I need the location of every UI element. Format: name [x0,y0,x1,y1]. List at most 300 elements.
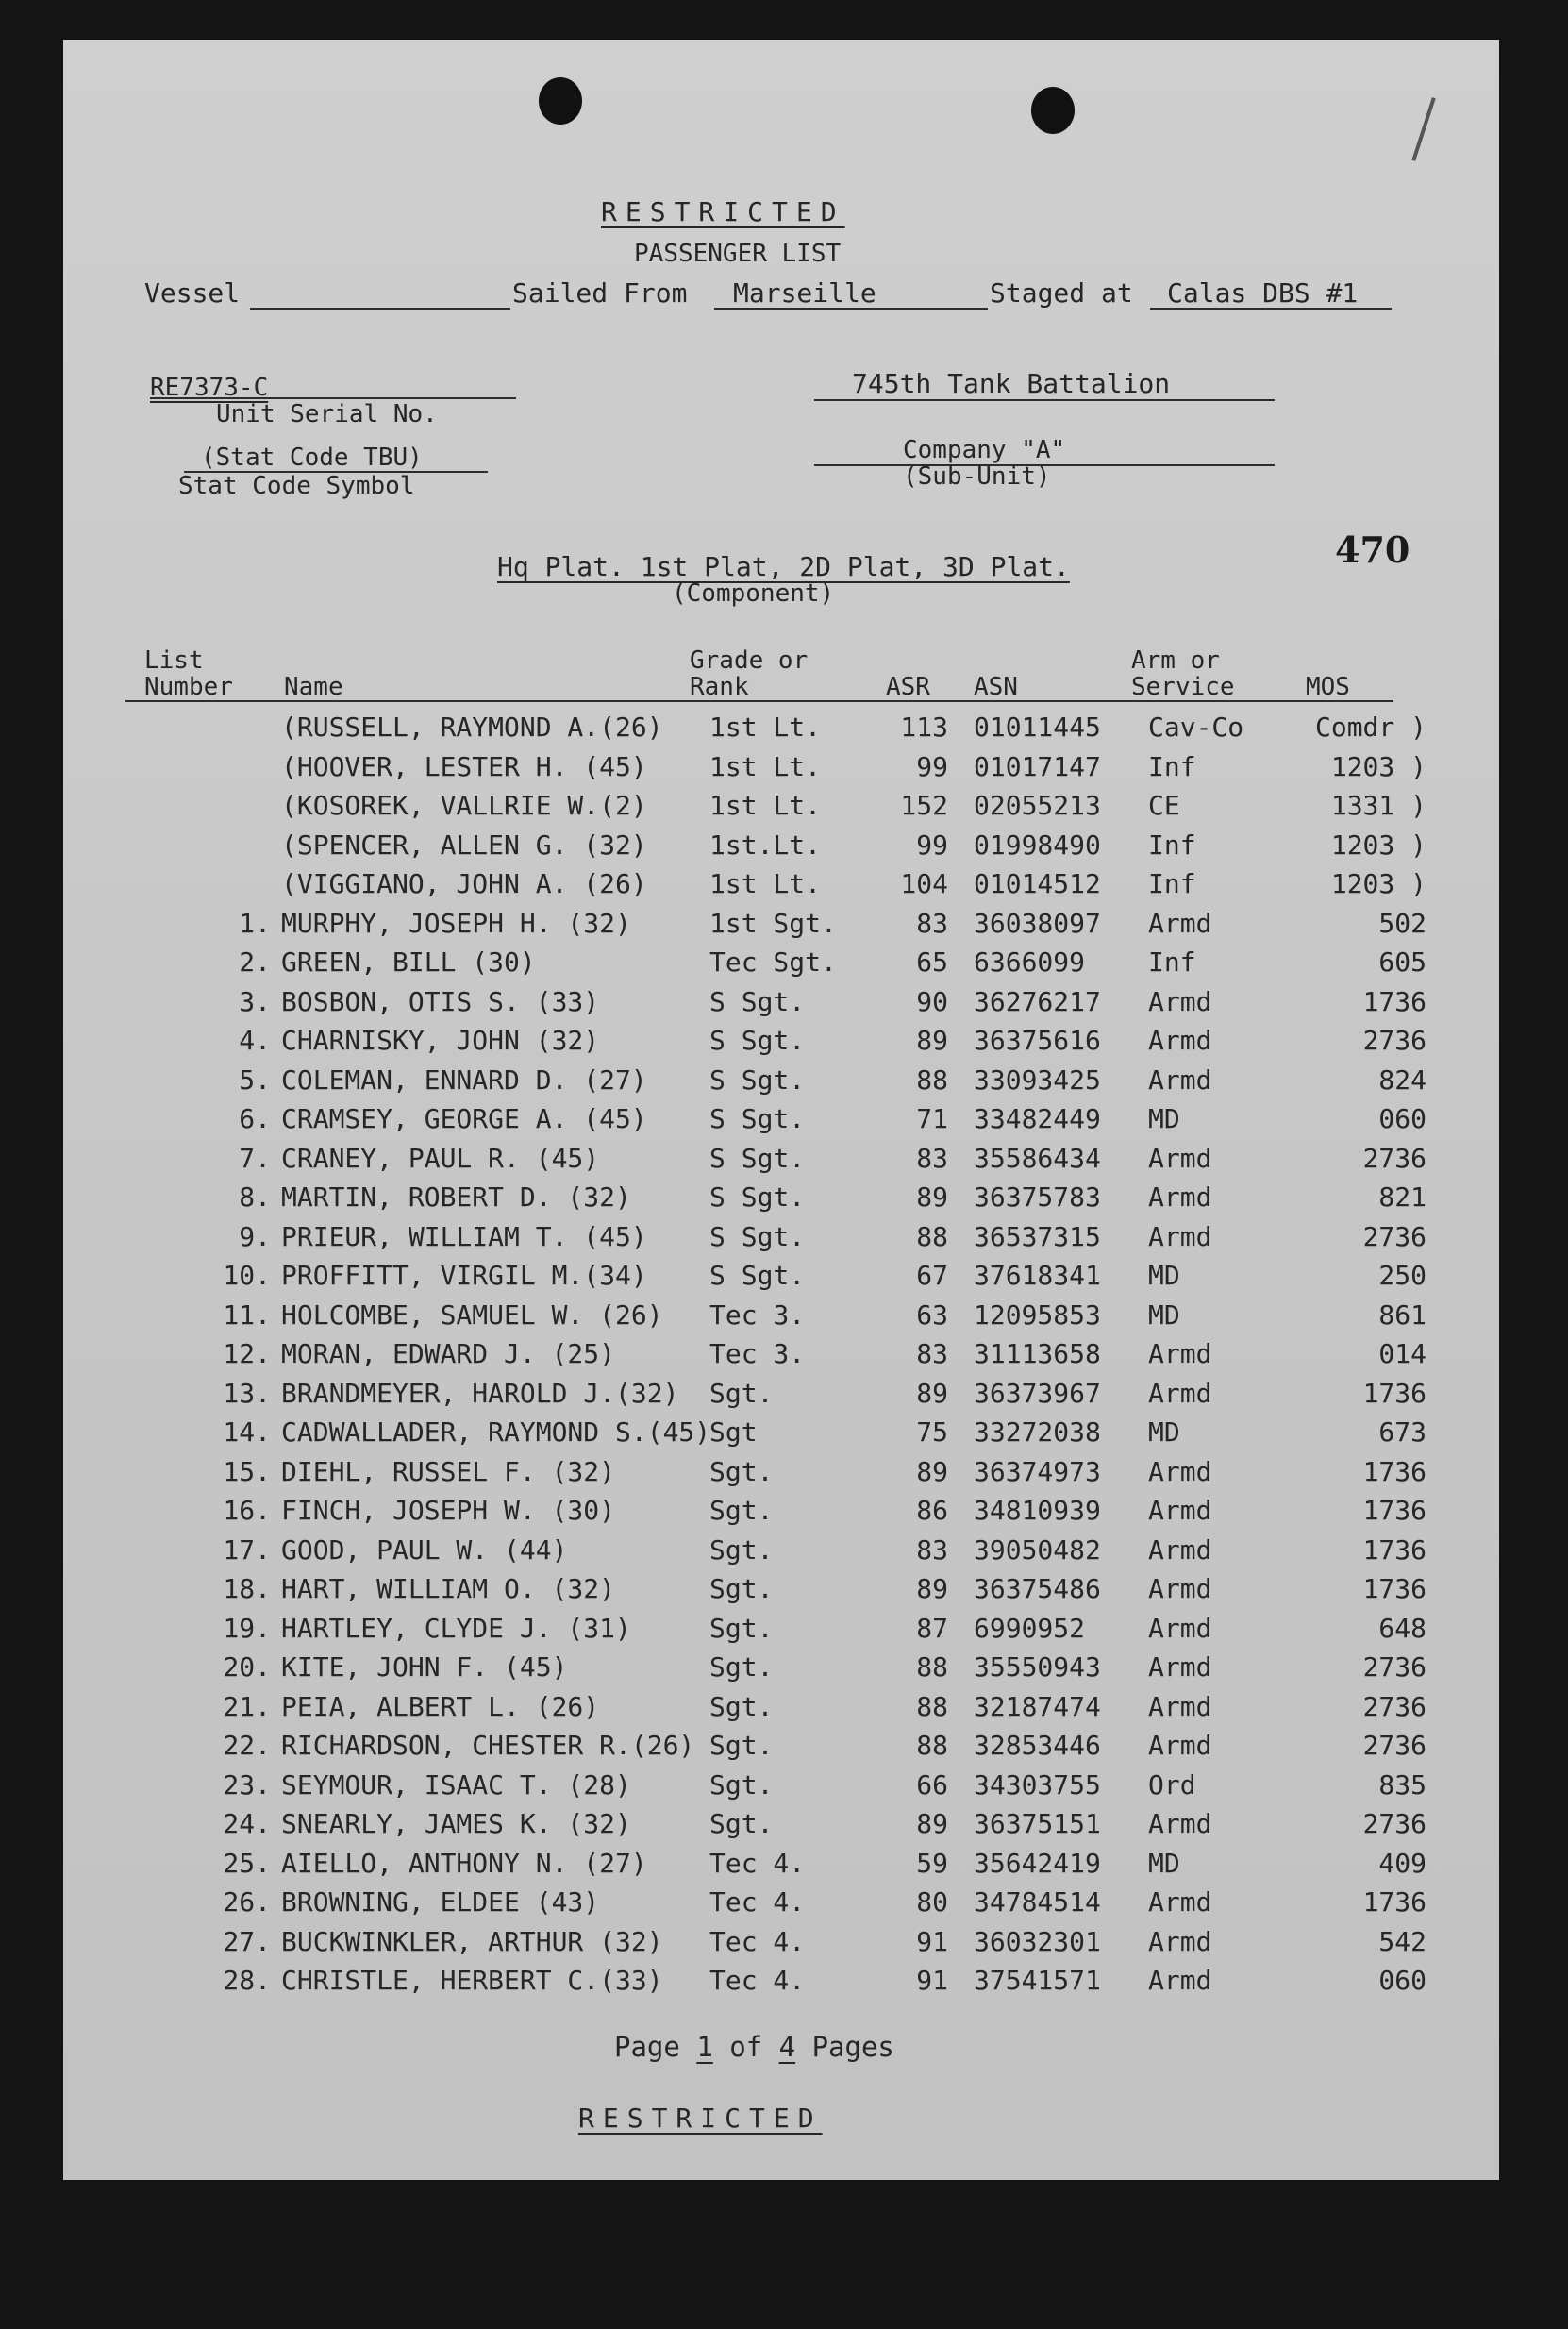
col-header-grade: Grade or Rank [690,646,809,701]
unit-serial-value: RE7373-C [150,374,269,402]
cell-number: 6. [239,1103,271,1134]
cell-name: (RUSSELL, RAYMOND A.(26) [281,712,663,743]
cell-mos: 1736 [1362,985,1426,1017]
table-row [63,986,1499,1025]
cell-name: (SPENCER, ALLEN G. (32) [281,829,647,861]
cell-asr: 99 [916,829,948,861]
cell-name: CHRISTLE, HERBERT C.(33) [281,1965,663,1996]
cell-asn: 35586434 [974,1142,1101,1174]
cell-arm: Armd [1148,1651,1212,1683]
cell-number: 3. [239,985,271,1017]
cell-asr: 83 [916,1338,948,1369]
cell-arm: Armd [1148,1377,1212,1409]
table-row [63,1730,1499,1768]
cell-arm: Armd [1148,1690,1212,1722]
cell-asn: 31113658 [974,1338,1101,1369]
cell-mos: 2736 [1362,1730,1426,1761]
sub-unit-label: (Sub-Unit) [903,462,1051,491]
cell-asn: 34810939 [974,1495,1101,1526]
cell-number: 15. [223,1455,271,1487]
list-title: PASSENGER LIST [634,240,842,268]
cell-number: 8. [239,1181,271,1213]
cell-name: BUCKWINKLER, ARTHUR (32) [281,1925,663,1957]
cell-grade: S Sgt. [709,1220,806,1252]
cell-number: 25. [223,1847,271,1879]
cell-arm: Armd [1148,1064,1212,1096]
cell-asr: 86 [916,1495,948,1526]
cell-mos: 409 [1378,1847,1426,1879]
table-row [63,1456,1499,1495]
cell-asn: 33272038 [974,1416,1101,1448]
cell-mos: 824 [1378,1064,1426,1096]
table-row [63,1299,1499,1338]
cell-asr: 88 [916,1064,948,1096]
cell-asn: 36375616 [974,1025,1101,1056]
cell-arm: Armd [1148,1886,1212,1918]
sailed-from-line [714,308,988,310]
cell-arm: MD [1148,1416,1180,1448]
cell-arm: Inf [1148,947,1196,978]
cell-number: 16. [223,1495,271,1526]
cell-number: 17. [223,1533,271,1566]
table-row [63,1886,1499,1925]
cell-mos: 1736 [1362,1573,1426,1604]
component-value: Hq Plat. 1st Plat, 2D Plat, 3D Plat. [497,551,1070,582]
cell-name: CRAMSEY, GEORGE A. (45) [281,1103,647,1134]
unit-serial-line [150,397,516,399]
cell-number: 21. [223,1690,271,1722]
table-row [63,1143,1499,1181]
staged-at-line [1150,308,1392,310]
cell-asn: 36374973 [974,1455,1101,1487]
cell-name: PROFFITT, VIRGIL M.(34) [281,1260,647,1291]
sailed-from-label: Sailed From [512,277,688,309]
cell-name: BOSBON, OTIS S. (33) [281,985,600,1017]
punch-hole-left [539,77,582,125]
sailed-from-value: Marseille [733,277,876,309]
cell-name: MARTIN, ROBERT D. (32) [281,1181,631,1213]
cell-grade: Tec 4. [709,1965,806,1996]
table-row [63,712,1499,750]
cell-name: GOOD, PAUL W. (44) [281,1533,568,1566]
cell-number: 11. [223,1299,271,1331]
cell-name: HART, WILLIAM O. (32) [281,1573,616,1604]
cell-asr: 99 [916,750,948,782]
cell-mos: 060 [1378,1965,1426,1996]
table-row [63,1769,1499,1808]
cell-arm: Inf [1148,829,1196,861]
of-label: of [729,2031,763,2063]
table-row [63,908,1499,947]
vessel-line [250,308,510,310]
cell-asn: 36032301 [974,1925,1101,1957]
page-indicator [614,2031,894,2063]
cell-mos: 2736 [1362,1142,1426,1174]
cell-mos: 1203 ) [1330,868,1426,899]
page-total: 4 [778,2031,796,2063]
cell-arm: Armd [1148,1142,1212,1174]
cell-asr: 71 [916,1103,948,1134]
cell-name: FINCH, JOSEPH W. (30) [281,1495,616,1526]
col-header-asn: ASN [974,673,1018,701]
classification-bottom: RESTRICTED [578,2103,823,2134]
cell-asn: 36375151 [974,1808,1101,1839]
cell-asn: 37618341 [974,1260,1101,1291]
cell-arm: Inf [1148,750,1196,782]
table-row [63,1691,1499,1730]
cell-arm: Inf [1148,868,1196,899]
cell-asr: 83 [916,907,948,939]
cell-arm: Armd [1148,1808,1212,1839]
vessel-label: Vessel [144,277,241,309]
cell-mos: 1203 ) [1330,829,1426,861]
cell-arm: Armd [1148,1455,1212,1487]
cell-name: (KOSOREK, VALLRIE W.(2) [281,790,647,821]
cell-mos: 1736 [1362,1377,1426,1409]
table-row [63,1103,1499,1142]
cell-asn: 34784514 [974,1886,1101,1918]
cell-grade: 1st.Lt. [709,829,822,861]
cell-asn: 33482449 [974,1103,1101,1134]
cell-grade: S Sgt. [709,1142,806,1174]
table-row [63,751,1499,790]
unit-serial-label: Unit Serial No. [216,400,438,428]
table-row [63,1416,1499,1455]
cell-name: SEYMOUR, ISAAC T. (28) [281,1768,631,1801]
cell-grade: S Sgt. [709,1103,806,1134]
cell-arm: Armd [1148,1181,1212,1213]
page-label: Page [614,2031,680,2063]
sub-unit-value: Company "A" [903,436,1066,464]
cell-asn: 34303755 [974,1768,1101,1801]
cell-grade: S Sgt. [709,1181,806,1213]
cell-asr: 90 [916,985,948,1017]
table-row [63,1808,1499,1847]
cell-grade: Sgt. [709,1533,774,1566]
cell-number: 9. [239,1220,271,1252]
table-row [63,1651,1499,1690]
cell-asn: 36276217 [974,985,1101,1017]
cell-number: 27. [223,1925,271,1957]
cell-arm: Cav-Co [1148,712,1244,743]
cell-asn: 36375486 [974,1573,1101,1604]
cell-number: 26. [223,1886,271,1918]
stat-code-value: (Stat Code TBU) [201,444,423,472]
cell-asn: 01017147 [974,750,1101,782]
cell-arm: Armd [1148,1025,1212,1056]
cell-asn: 35642419 [974,1847,1101,1879]
cell-arm: Ord [1148,1768,1196,1801]
cell-arm: MD [1148,1260,1180,1291]
cell-asr: 65 [916,947,948,978]
cell-asr: 88 [916,1220,948,1252]
table-row [63,1338,1499,1377]
cell-mos: 2736 [1362,1690,1426,1722]
cell-number: 1. [239,907,271,939]
cell-mos: Comdr ) [1314,712,1426,743]
cell-asn: 39050482 [974,1533,1101,1566]
cell-grade: Tec Sgt. [709,947,837,978]
table-row [63,1613,1499,1651]
cell-number: 24. [223,1808,271,1839]
cell-number: 28. [223,1965,271,1996]
cell-grade: 1st Lt. [709,750,822,782]
cell-name: DIEHL, RUSSEL F. (32) [281,1455,616,1487]
cell-name: MORAN, EDWARD J. (25) [281,1338,616,1369]
cell-asr: 83 [916,1142,948,1174]
table-row [63,1534,1499,1573]
cell-asr: 89 [916,1808,948,1839]
cell-asn: 32187474 [974,1690,1101,1722]
cell-grade: Sgt. [709,1377,774,1409]
cell-asr: 89 [916,1025,948,1056]
cell-arm: Armd [1148,1612,1212,1644]
cell-asn: 6366099 [974,947,1086,978]
table-row [63,947,1499,985]
cell-asn: 01998490 [974,829,1101,861]
cell-arm: Armd [1148,1495,1212,1526]
cell-name: GREEN, BILL (30) [281,947,536,978]
cell-mos: 542 [1378,1925,1426,1957]
cell-arm: Armd [1148,1220,1212,1252]
cell-grade: Tec 4. [709,1847,806,1879]
cell-asr: 75 [916,1416,948,1448]
stat-code-label: Stat Code Symbol [178,472,415,500]
cell-asn: 35550943 [974,1651,1101,1683]
cell-asr: 88 [916,1651,948,1683]
cell-asn: 02055213 [974,790,1101,821]
cell-asr: 89 [916,1377,948,1409]
cell-arm: MD [1148,1103,1180,1134]
table-row [63,1926,1499,1965]
cell-name: CADWALLADER, RAYMOND S.(45) [281,1416,711,1448]
cell-number: 14. [223,1416,271,1448]
cell-mos: 2736 [1362,1808,1426,1839]
cell-mos: 1736 [1362,1533,1426,1566]
cell-grade: Sgt [709,1416,758,1448]
cell-name: MURPHY, JOSEPH H. (32) [281,907,631,939]
unit-name-line [814,399,1275,401]
cell-asn: 32853446 [974,1730,1101,1761]
cell-mos: 1736 [1362,1495,1426,1526]
cell-mos: 673 [1378,1416,1426,1448]
cell-grade: 1st Sgt. [709,907,837,939]
cell-arm: Armd [1148,907,1212,939]
cell-mos: 2736 [1362,1220,1426,1252]
cell-asr: 67 [916,1260,948,1291]
cell-mos: 821 [1378,1181,1426,1213]
cell-number: 12. [223,1338,271,1369]
cell-arm: Armd [1148,1573,1212,1604]
cell-asr: 89 [916,1455,948,1487]
cell-number: 7. [239,1142,271,1174]
col-header-arm: Arm or Service [1131,646,1235,701]
cell-mos: 1736 [1362,1455,1426,1487]
col-header-list-number: List Number [144,646,233,701]
cell-grade: Sgt. [709,1808,774,1839]
cell-name: BROWNING, ELDEE (43) [281,1886,600,1918]
cell-number: 18. [223,1573,271,1604]
document-page [63,40,1499,2180]
cell-asr: 89 [916,1181,948,1213]
cell-grade: 1st Lt. [709,790,822,821]
cell-grade: 1st Lt. [709,712,822,743]
cell-asn: 33093425 [974,1064,1101,1096]
cell-name: PRIEUR, WILLIAM T. (45) [281,1220,647,1252]
pages-label: Pages [811,2031,894,2063]
cell-arm: Armd [1148,1730,1212,1761]
cell-name: CRANEY, PAUL R. (45) [281,1142,600,1174]
cell-grade: Sgt. [709,1495,774,1526]
cell-asr: 104 [900,868,948,899]
cell-name: AIELLO, ANTHONY N. (27) [281,1847,647,1879]
cell-name: PEIA, ALBERT L. (26) [281,1690,600,1722]
cell-grade: 1st Lt. [709,868,822,899]
table-row [63,1495,1499,1533]
cell-number: 5. [239,1064,271,1096]
cell-grade: Sgt. [709,1730,774,1761]
table-row [63,1848,1499,1886]
cell-asr: 83 [916,1533,948,1566]
cell-asr: 63 [916,1299,948,1331]
staged-at-label: Staged at [990,277,1133,309]
cell-mos: 250 [1378,1260,1426,1291]
cell-grade: S Sgt. [709,985,806,1017]
cell-mos: 2736 [1362,1025,1426,1056]
cell-asn: 01014512 [974,868,1101,899]
cell-name: KITE, JOHN F. (45) [281,1651,568,1683]
cell-name: RICHARDSON, CHESTER R.(26) [281,1730,695,1761]
cell-arm: Armd [1148,985,1212,1017]
header-rule [125,700,1393,702]
stamp-number: 470 [1335,528,1410,571]
cell-asn: 01011445 [974,712,1101,743]
cell-asr: 59 [916,1847,948,1879]
cell-name: HOLCOMBE, SAMUEL W. (26) [281,1299,663,1331]
table-row [63,1221,1499,1260]
cell-asr: 91 [916,1925,948,1957]
cell-grade: Tec 3. [709,1299,806,1331]
cell-asn: 37541571 [974,1965,1101,1996]
cell-grade: Tec 4. [709,1886,806,1918]
cell-asr: 91 [916,1965,948,1996]
cell-mos: 2736 [1362,1651,1426,1683]
cell-asn: 12095853 [974,1299,1101,1331]
cell-number: 22. [223,1730,271,1761]
cell-asn: 36038097 [974,907,1101,939]
table-row [63,1025,1499,1064]
cell-grade: Tec 4. [709,1925,806,1957]
cell-mos: 1203 ) [1330,750,1426,782]
corner-pencil-mark [1411,97,1435,161]
staged-at-value: Calas DBS #1 [1167,277,1359,309]
cell-number: 19. [223,1612,271,1644]
cell-arm: Armd [1148,1925,1212,1957]
cell-mos: 014 [1378,1338,1426,1369]
col-header-name: Name [284,673,343,701]
cell-mos: 502 [1378,907,1426,939]
cell-asr: 88 [916,1690,948,1722]
cell-grade: Sgt. [709,1768,774,1801]
cell-mos: 835 [1378,1768,1426,1801]
cell-grade: Sgt. [709,1573,774,1604]
cell-arm: Armd [1148,1965,1212,1996]
punch-hole-right [1031,87,1075,134]
table-row [63,1573,1499,1612]
table-row [63,1965,1499,2003]
cell-asr: 80 [916,1886,948,1918]
table-row [63,1260,1499,1299]
classification-top: RESTRICTED [601,196,845,227]
cell-name: BRANDMEYER, HAROLD J.(32) [281,1377,679,1409]
table-row [63,1181,1499,1220]
cell-name: CHARNISKY, JOHN (32) [281,1025,600,1056]
unit-name: 745th Tank Battalion [852,368,1171,399]
cell-mos: 060 [1378,1103,1426,1134]
cell-number: 10. [223,1260,271,1291]
cell-asr: 66 [916,1768,948,1801]
cell-grade: Sgt. [709,1612,774,1644]
cell-asn: 36373967 [974,1377,1101,1409]
cell-name: SNEARLY, JAMES K. (32) [281,1808,631,1839]
cell-asn: 36375783 [974,1181,1101,1213]
cell-grade: Sgt. [709,1455,774,1487]
table-row [63,790,1499,829]
cell-number: 23. [223,1768,271,1801]
cell-name: (VIGGIANO, JOHN A. (26) [281,868,647,899]
cell-grade: S Sgt. [709,1025,806,1056]
cell-asr: 113 [900,712,948,743]
cell-mos: 1331 ) [1330,790,1426,821]
cell-grade: Tec 3. [709,1338,806,1369]
table-row [63,868,1499,907]
cell-name: COLEMAN, ENNARD D. (27) [281,1064,647,1096]
table-row [63,1064,1499,1103]
cell-arm: MD [1148,1847,1180,1879]
cell-number: 2. [239,947,271,978]
cell-asr: 88 [916,1730,948,1761]
cell-asn: 6990952 [974,1612,1086,1644]
cell-grade: Sgt. [709,1651,774,1683]
page-current: 1 [696,2031,713,2063]
cell-number: 13. [223,1377,271,1409]
col-header-mos: MOS [1306,673,1350,701]
cell-grade: S Sgt. [709,1064,806,1096]
cell-name: (HOOVER, LESTER H. (45) [281,750,647,782]
table-row [63,1378,1499,1416]
cell-asr: 152 [900,790,948,821]
cell-arm: CE [1148,790,1180,821]
cell-mos: 605 [1378,947,1426,978]
col-header-asr: ASR [886,673,930,701]
cell-arm: Armd [1148,1533,1212,1566]
cell-asr: 89 [916,1573,948,1604]
cell-arm: Armd [1148,1338,1212,1369]
cell-mos: 1736 [1362,1886,1426,1918]
cell-mos: 861 [1378,1299,1426,1331]
cell-asn: 36537315 [974,1220,1101,1252]
cell-asr: 87 [916,1612,948,1644]
cell-arm: MD [1148,1299,1180,1331]
cell-name: HARTLEY, CLYDE J. (31) [281,1612,631,1644]
table-row [63,829,1499,868]
cell-mos: 648 [1378,1612,1426,1644]
cell-grade: Sgt. [709,1690,774,1722]
cell-number: 4. [239,1025,271,1056]
cell-grade: S Sgt. [709,1260,806,1291]
component-label: (Component) [672,579,835,608]
cell-number: 20. [223,1651,271,1683]
